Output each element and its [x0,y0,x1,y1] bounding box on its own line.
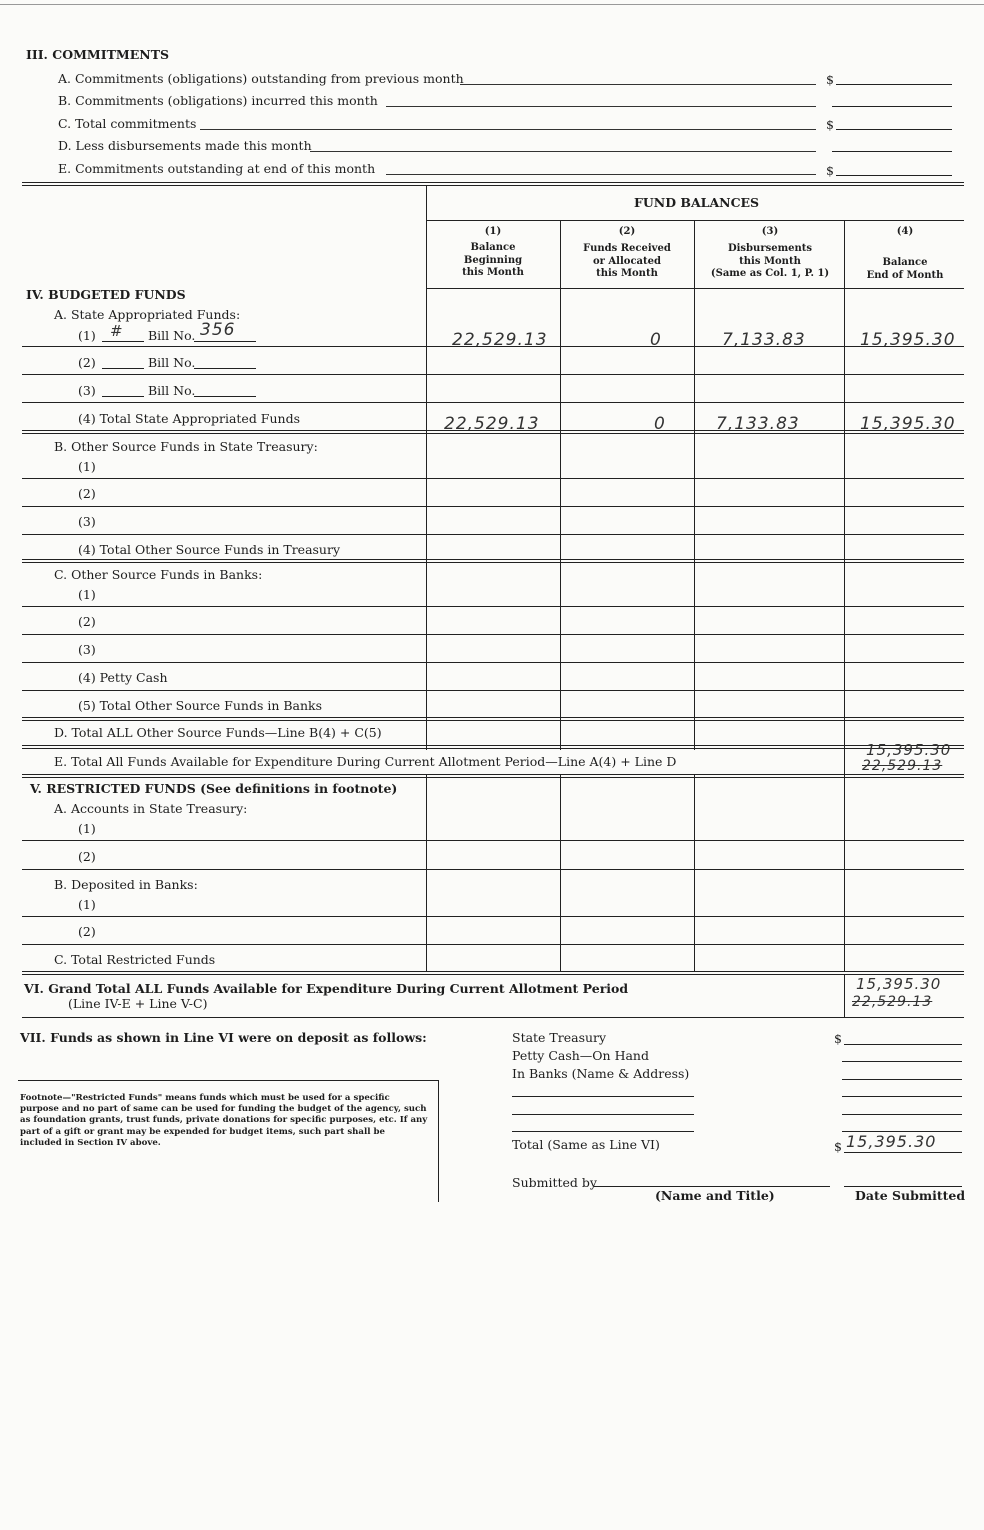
in-banks-label: In Banks (Name & Address) [512,1066,690,1081]
budgeted-funds-heading: IV. BUDGETED FUNDS [26,287,186,302]
a4-disbursements: 7,133.83 [716,414,800,434]
other-source-banks-heading: C. Other Source Funds in Banks: [54,567,263,582]
row-rule [22,346,964,347]
leader-line [386,174,816,175]
header-rule [426,220,964,221]
date-submitted-caption: Date Submitted [855,1188,966,1203]
grand-total-label: VI. Grand Total ALL Funds Available for Expenditure During Current Allotment Period [24,981,629,996]
row-rule [22,662,964,663]
row-number: (2) [78,486,96,501]
a1-balance-beginning: 22,529.13 [452,330,548,350]
amount-field-d[interactable] [832,151,952,152]
state-treasury-label: State Treasury [512,1030,607,1045]
row-rule [22,559,964,560]
section-divider [22,182,964,183]
blank-line [102,341,144,342]
dollar-sign: $ [826,163,834,178]
row-number: (3) [78,514,96,529]
a1-disbursements: 7,133.83 [722,330,806,350]
submitted-by-field[interactable] [594,1186,830,1187]
column-2-header: Funds Received or Allocated this Month [583,243,671,279]
row-rule [22,430,964,431]
column-rule [844,220,845,972]
column-4-number: (4) [896,226,914,237]
row-rule [22,944,964,945]
bill-number: 356 [200,320,236,340]
row-rule [22,774,964,775]
line-e-amount: 15,395.30 [866,741,952,759]
amount-field-e[interactable] [836,175,952,176]
amount-field-b[interactable] [832,106,952,107]
dollar-sign: $ [826,72,834,87]
leader-line [386,106,816,107]
bill-number-field[interactable] [194,341,256,342]
row-rule [22,606,964,607]
total-all-other-source-label: D. Total ALL Other Source Funds—Line B(4) + C(5) [54,725,382,740]
bill-label: Bill No. [148,355,196,370]
bill-label: Bill No. [148,383,196,398]
row-rule [22,433,964,434]
state-appropriated-heading: A. State Appropriated Funds: [54,307,241,322]
commitment-row-d: D. Less disbursements made this month [58,138,312,153]
blank-line [102,396,144,397]
column-rule [426,186,427,972]
row-number: (1) [78,821,96,836]
bill-prefix: # [110,322,124,340]
dollar-sign: $ [834,1139,842,1154]
column-3-number: (3) [761,226,779,237]
commitment-row-e: E. Commitments outstanding at end of this month [58,161,376,176]
total-other-treasury-label: (4) Total Other Source Funds in Treasury [78,542,341,557]
state-treasury-field[interactable] [844,1044,962,1045]
row-rule [22,869,964,870]
column-1-number: (1) [484,226,502,237]
row-rule [22,974,964,975]
restricted-funds-heading: V. RESTRICTED FUNDS (See definitions in footnote) [30,781,398,796]
submitted-by-label: Submitted by [512,1175,597,1190]
blank-line [102,368,144,369]
line-e-struck-amount: 22,529.13 [862,758,943,774]
row-number: (3) [78,383,96,398]
row-number: (2) [78,849,96,864]
bank-name-field[interactable] [512,1096,694,1097]
total-other-banks-label: (5) Total Other Source Funds in Banks [78,698,323,713]
bill-number-field[interactable] [194,368,256,369]
row-rule [22,745,964,746]
column-rule [560,220,561,972]
grand-total-formula: (Line IV-E + Line V-C) [68,996,208,1011]
total-all-funds-label: E. Total All Funds Available for Expenditure During Current Allotment Period—Line A(4) + Line D [54,754,677,769]
row-rule [22,562,964,563]
row-rule [22,777,964,778]
row-rule [22,478,964,479]
commitment-row-a: A. Commitments (obligations) outstanding from previous month [58,71,464,86]
column-rule [694,220,695,972]
row-number: (2) [78,614,96,629]
commitment-row-b: B. Commitments (obligations) incurred this month [58,93,378,108]
leader-line [310,151,816,152]
commitment-row-c: C. Total commitments [58,116,197,131]
row-rule [22,402,964,403]
section-divider [22,185,964,186]
total-deposit-field[interactable] [844,1152,962,1153]
name-title-caption: (Name and Title) [655,1188,775,1203]
bill-number-field[interactable] [194,396,256,397]
row-rule [22,690,964,691]
row-rule [22,1017,964,1018]
total-state-appropriated-label: (4) Total State Appropriated Funds [78,411,300,426]
a4-balance-beginning: 22,529.13 [444,414,540,434]
petty-cash-on-hand-label: Petty Cash—On Hand [512,1048,649,1063]
accounts-state-treasury-heading: A. Accounts in State Treasury: [54,801,248,816]
amount-field-a[interactable] [836,84,952,85]
row-rule [22,374,964,375]
row-rule [22,916,964,917]
column-3-header: Disbursements this Month (Same as Col. 1, P. 1) [710,243,830,279]
row-rule [22,506,964,507]
column-1-header: Balance Beginning this Month [462,242,524,278]
row-rule [22,971,964,972]
petty-cash-field[interactable] [842,1061,962,1062]
commitments-heading: III. COMMITMENTS [26,47,170,62]
other-source-treasury-heading: B. Other Source Funds in State Treasury: [54,439,318,454]
bill-label: Bill No. [148,328,196,343]
footnote-box-side [438,1080,439,1202]
bank-amount-field[interactable] [842,1114,962,1115]
row-number: (3) [78,642,96,657]
row-rule [22,748,964,749]
total-deposit-amount: 15,395.30 [846,1132,937,1151]
row-number: (1) [78,587,96,602]
leader-line [200,129,816,130]
a4-funds-received: 0 [654,414,666,434]
deposit-heading: VII. Funds as shown in Line VI were on deposit as follows: [20,1030,427,1045]
fund-balances-title: FUND BALANCES [634,195,760,210]
footnote-text: Footnote—"Restricted Funds" means funds which must be used for a specific purpose and no part of same can be used for funding the budget of the agency, such as foundation grants, trust funds, private donations for specific purposes, etc. If any part of a gift or grant may be expended for budget items, such part shall be included in Section IV above. [20,1093,428,1148]
grand-total-amount: 15,395.30 [856,975,942,993]
amount-field-c[interactable] [836,129,952,130]
row-rule [22,720,964,721]
row-number: (1) [78,897,96,912]
page-top-edge [0,0,984,5]
dollar-sign: $ [826,117,834,132]
date-submitted-field[interactable] [844,1186,962,1187]
bank-name-field[interactable] [512,1131,694,1132]
a4-balance-end: 15,395.30 [860,414,956,434]
row-number: (1) [78,459,96,474]
row-rule [22,717,964,718]
column-2-number: (2) [618,226,636,237]
a1-funds-received: 0 [650,330,662,350]
row-rule [22,534,964,535]
dollar-sign: $ [834,1031,842,1046]
bank-amount-field[interactable] [842,1096,962,1097]
row-rule [22,634,964,635]
grand-total-struck-amount: 22,529.13 [852,994,933,1010]
petty-cash-label: (4) Petty Cash [78,670,168,685]
row-number: (1) [78,328,96,343]
row-rule [22,840,964,841]
a1-balance-end: 15,395.30 [860,330,956,350]
total-same-as-vi-label: Total (Same as Line VI) [512,1137,660,1152]
row-number: (2) [78,924,96,939]
deposited-banks-heading: B. Deposited in Banks: [54,877,198,892]
total-restricted-label: C. Total Restricted Funds [54,952,216,967]
footnote-box-top [18,1080,438,1081]
bank-name-field[interactable] [512,1114,694,1115]
bank-amount-field[interactable] [842,1079,962,1080]
column-rule [844,975,845,1017]
header-rule [426,288,964,289]
leader-line [460,84,816,85]
row-number: (2) [78,355,96,370]
column-4-header: Balance End of Month [866,257,944,281]
